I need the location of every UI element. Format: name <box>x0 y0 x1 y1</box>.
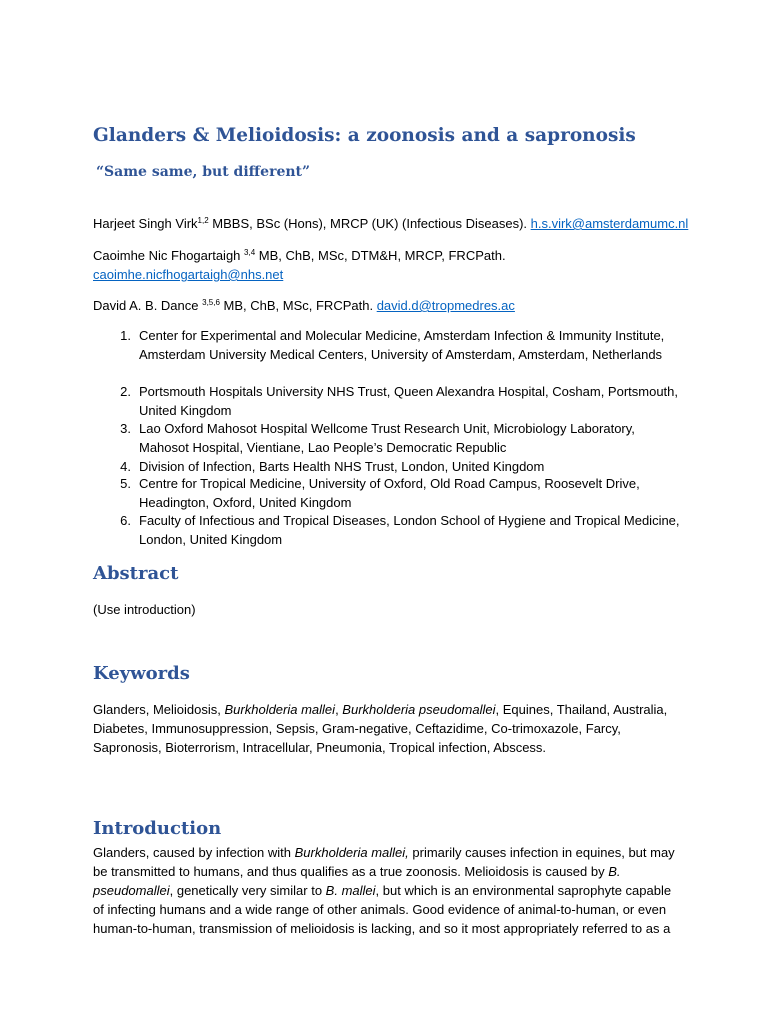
affiliation-text: Portsmouth Hospitals University NHS Trust, Queen Alexandra Hospital, Cosham, Portsmouth, United Kingdom <box>139 384 678 418</box>
affiliation-text: Center for Experimental and Molecular Medicine, Amsterdam Infection & Immunity Institute, Amsterdam University Medical Centers, University of Amsterdam, Amsterdam, Netherlands <box>139 328 665 362</box>
keywords-rest: , Equines, Thailand, Australia, Diabetes, Immunosuppression, Sepsis, Gram-negative, Ceftazidime, Co-trimoxazole, Farcy, Sapronosis, Bioterrorism, Intracellular, Pneumonia, Tropical infection, Abscess. <box>93 702 668 755</box>
abstract-heading: Abstract <box>93 563 179 584</box>
author-affiliation-sup: 3,4 <box>244 248 256 257</box>
author-email-link[interactable]: caoimhe.nicfhogartaigh@nhs.net <box>93 267 284 282</box>
intro-italic: Burkholderia mallei, <box>294 845 409 860</box>
document-subtitle: “Same same, but different” <box>96 164 311 180</box>
author-line <box>93 296 515 315</box>
keyword-italic: Burkholderia pseudomallei <box>342 702 496 717</box>
affiliation-number: 3. <box>120 421 131 436</box>
intro-italic: B. mallei <box>325 883 376 898</box>
intro-italic: B. pseudomallei <box>93 864 621 898</box>
author-name: Caoimhe Nic Fhogartaigh <box>93 248 245 263</box>
affiliation-number: 2. <box>120 384 131 399</box>
keyword-italic: Burkholderia mallei <box>224 702 336 717</box>
keywords-lead: Glanders, Melioidosis, <box>93 702 225 717</box>
abstract-text: (Use introduction) <box>93 602 196 617</box>
affiliation-text: Lao Oxford Mahosot Hospital Wellcome Trust Research Unit, Microbiology Laboratory, Mahosot Hospital, Vientiane, Lao People’s Democratic Republic <box>139 421 635 455</box>
affiliation-text: Faculty of Infectious and Tropical Diseases, London School of Hygiene and Tropical Medicine, London, United Kingdom <box>139 513 680 547</box>
author-affiliation-sup: 3,5,6 <box>202 298 220 307</box>
author-credentials: MBBS, BSc (Hons), MRCP (UK) (Infectious Diseases). <box>208 216 531 231</box>
affiliation-text: Division of Infection, Barts Health NHS Trust, London, United Kingdom <box>139 459 545 474</box>
intro-text: , genetically very similar to <box>169 883 326 898</box>
author-line <box>93 246 506 265</box>
intro-text: Glanders, caused by infection with <box>93 845 295 860</box>
affiliation-number: 6. <box>120 513 131 528</box>
keywords-text <box>93 700 679 757</box>
author-credentials: MB, ChB, MSc, FRCPath. <box>219 298 377 313</box>
introduction-paragraph <box>93 843 679 938</box>
author-email-link[interactable]: h.s.virk@amsterdamumc.nl <box>530 216 689 231</box>
keywords-separator: , <box>335 702 343 717</box>
intro-text: , but which is an environmental saprophyte capable of infecting humans and a wide range of other animals. Good evidence of animal-to-human, or even human-to-human, transmission of melioidosis is lacking, and so it most appropriately referred to as a <box>93 883 672 936</box>
author-email-line <box>93 265 283 284</box>
affiliation-item <box>115 327 680 384</box>
keywords-heading: Keywords <box>93 663 190 684</box>
document-title: Glanders & Melioidosis: a zoonosis and a sapronosis <box>93 125 636 146</box>
intro-text: primarily causes infection in equines, but may be transmitted to humans, and thus qualifies as a true zoonosis. Melioidosis is caused by <box>93 845 675 879</box>
author-name: Harjeet Singh Virk <box>93 216 198 231</box>
affiliation-number: 4. <box>120 459 131 474</box>
author-line <box>93 214 688 233</box>
author-name: David A. B. Dance <box>93 298 203 313</box>
author-email-link[interactable]: david.d@tropmedres.ac <box>376 298 515 313</box>
introduction-heading: Introduction <box>93 818 222 839</box>
author-affiliation-sup: 1,2 <box>197 216 209 225</box>
affiliation-text: Centre for Tropical Medicine, University of Oxford, Old Road Campus, Roosevelt Drive, Headington, Oxford, United Kingdom <box>139 476 640 510</box>
affiliation-number: 5. <box>120 476 131 491</box>
author-credentials: MB, ChB, MSc, DTM&H, MRCP, FRCPath. <box>255 248 506 263</box>
affiliation-number: 1. <box>120 328 131 343</box>
